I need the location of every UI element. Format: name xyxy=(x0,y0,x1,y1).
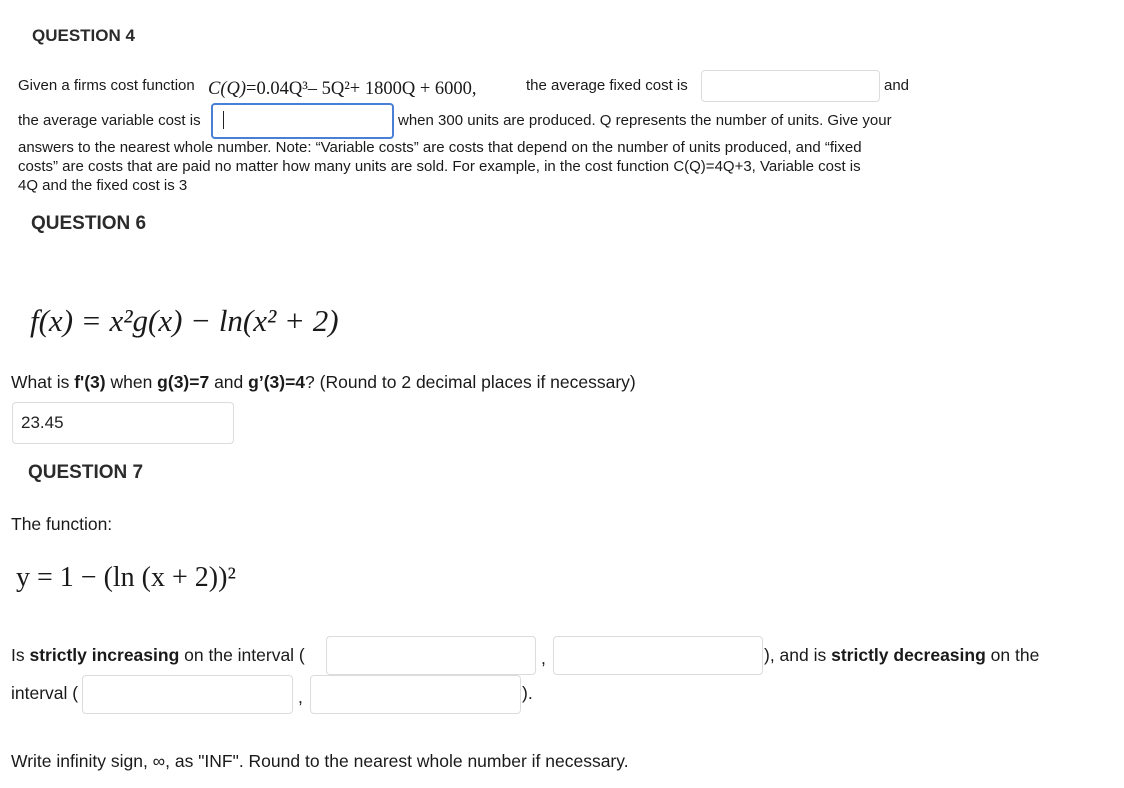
q4-afc-label: the average fixed cost is xyxy=(526,77,688,94)
q6-prompt xyxy=(11,372,636,393)
q4-avc-label: the average variable cost is xyxy=(18,112,201,129)
q4-cost-formula xyxy=(208,79,477,100)
q7-increasing-text xyxy=(11,645,305,666)
decreasing-interval-start-input[interactable] xyxy=(82,675,293,714)
formula-lhs: C(Q) xyxy=(208,79,247,99)
q4-paragraph-line-2: costs” are costs that are paid no matter how many units are sold. For example, in the cost function C(Q)=4Q+3, Variable cost is xyxy=(18,158,861,175)
text-close-and: ), and is xyxy=(764,645,832,665)
q7-function-label: The function: xyxy=(11,514,113,534)
formula-rhs: =0.04Q³– 5Q²+ 1800Q + 6000 xyxy=(246,79,472,99)
average-variable-cost-input[interactable] xyxy=(211,103,394,139)
q7-close-paren: ). xyxy=(522,683,533,703)
prompt-what: What is xyxy=(11,372,75,392)
text-caret xyxy=(223,111,224,129)
question-6-heading: QUESTION 6 xyxy=(31,213,147,234)
interval-comma-2: , xyxy=(298,687,303,707)
prompt-g-prime: g’(3)=4 xyxy=(248,372,306,392)
q7-decreasing-text xyxy=(764,645,1039,666)
text-on-the: on the xyxy=(985,645,1040,665)
prompt-and: and xyxy=(209,372,249,392)
prompt-rest: ? (Round to 2 decimal places if necessary) xyxy=(305,372,636,392)
question-7-heading: QUESTION 7 xyxy=(28,462,144,483)
increasing-interval-start-input[interactable] xyxy=(326,636,536,675)
q7-infinity-note: Write infinity sign, ∞, as "INF". Round to the nearest whole number if necessary. xyxy=(11,751,629,771)
text-on-interval: on the interval ( xyxy=(179,645,305,665)
q4-paragraph-line-3: 4Q and the fixed cost is 3 xyxy=(18,177,188,194)
q7-equation: y = 1 − (ln (x + 2))² xyxy=(16,562,236,593)
q4-intro-text: Given a firms cost function xyxy=(18,77,195,94)
question-4-heading: QUESTION 4 xyxy=(32,26,135,45)
q6-answer-input[interactable] xyxy=(12,402,234,444)
average-fixed-cost-input[interactable] xyxy=(701,70,880,102)
decreasing-interval-end-input[interactable] xyxy=(310,675,521,714)
interval-comma-1: , xyxy=(541,648,546,668)
text-is: Is xyxy=(11,645,30,665)
q4-line2-end: when 300 units are produced. Q represents the number of units. Give your xyxy=(398,112,892,129)
formula-comma: , xyxy=(471,79,477,99)
strictly-increasing-label: strictly increasing xyxy=(29,645,180,665)
strictly-decreasing-label: strictly decreasing xyxy=(831,645,986,665)
q4-and-text: and xyxy=(884,77,910,94)
increasing-interval-end-input[interactable] xyxy=(553,636,763,675)
prompt-when: when xyxy=(105,372,158,392)
q7-interval-label: interval ( xyxy=(11,683,79,703)
q6-equation: f(x) = x²g(x) − ln(x² + 2) xyxy=(30,303,339,338)
prompt-g-value: g(3)=7 xyxy=(157,372,210,392)
prompt-f-prime: f'(3) xyxy=(74,372,106,392)
q4-paragraph-line-1: answers to the nearest whole number. Note: “Variable costs” are costs that depend on the number of units produced, and “fixed xyxy=(18,139,862,156)
